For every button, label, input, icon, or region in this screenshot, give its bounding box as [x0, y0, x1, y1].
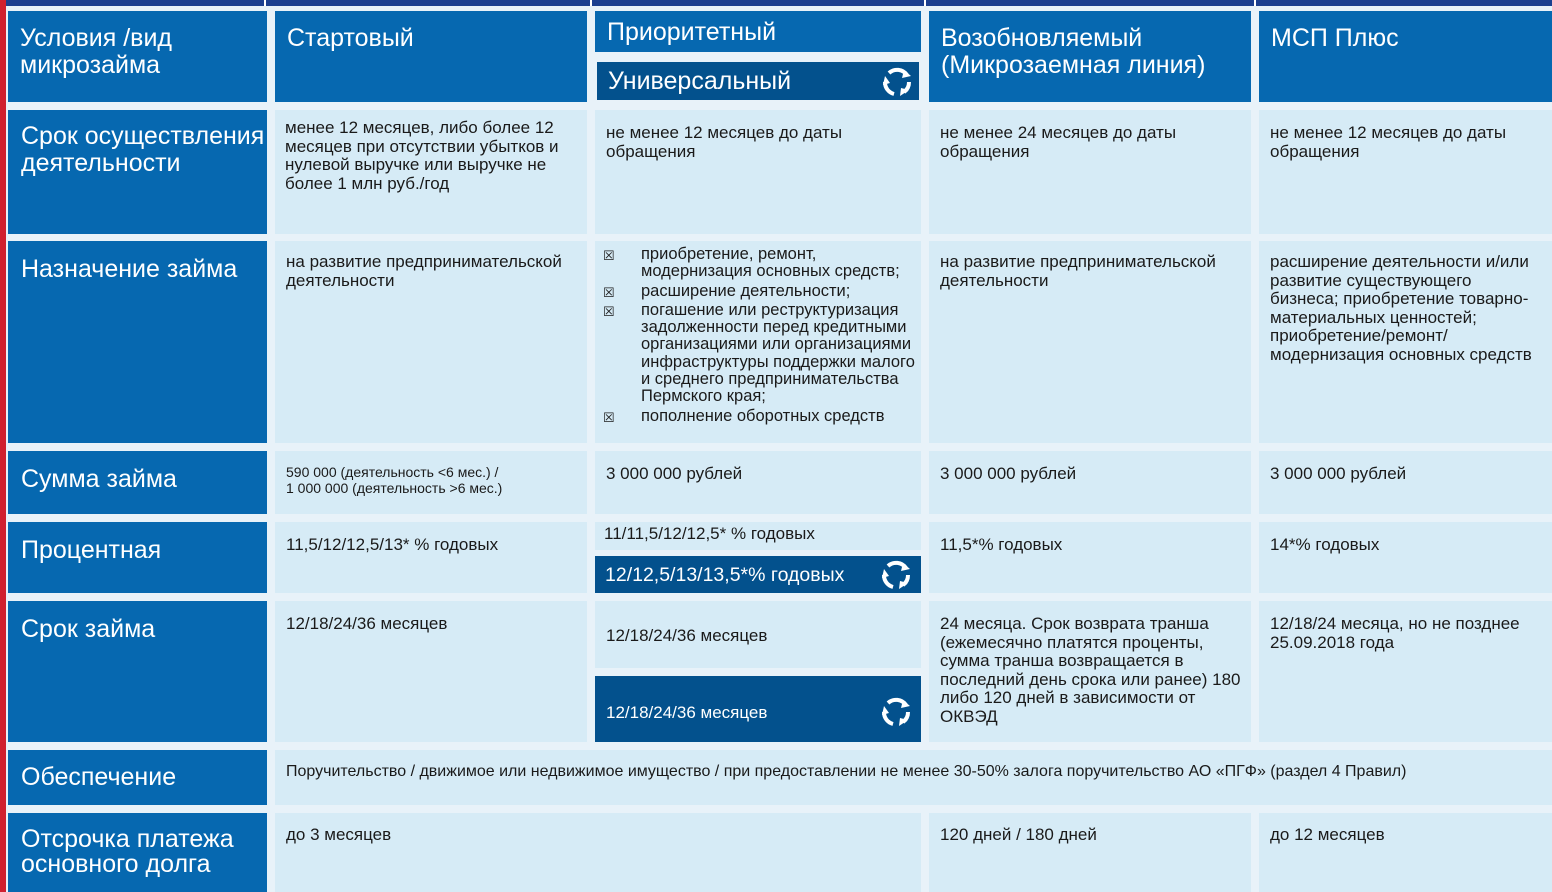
checkbox-x-icon: ☒: [603, 409, 615, 425]
top-border: [0, 0, 1552, 6]
header-msp-plus: МСП Плюс: [1259, 11, 1552, 102]
list-item: ☒ расширение деятельности;: [603, 281, 851, 300]
cell-vozobnovlyaemy-term-activity: не менее 24 месяцев до даты обращения: [929, 110, 1251, 234]
universalny-loan-term-label: 12/18/24/36 месяцев: [606, 703, 768, 722]
cell-startovy-loan-term: 12/18/24/36 месяцев: [275, 601, 587, 742]
cell-startovy-prioritetny-deferral: до 3 месяцев: [275, 813, 921, 892]
row-label-term-activity: Срок осуществления деятельности: [8, 110, 267, 234]
amount-line-2: 1 000 000 (деятельность >6 мес.): [286, 480, 503, 496]
cell-startovy-purpose: на развитие предпринимательской деятельности: [275, 241, 587, 443]
cell-startovy-amount: [275, 451, 587, 514]
checkbox-x-icon: ☒: [603, 303, 615, 319]
row-label-loan-term: Срок займа: [8, 601, 267, 742]
header-universalny: [595, 60, 921, 102]
list-item: ☒ приобретение, ремонт, модернизация основных средств;: [603, 245, 900, 281]
header-prioritetny: Приоритетный: [595, 11, 921, 52]
cell-universalny-rate: [595, 556, 921, 593]
cell-vozobnovlyaemy-amount: 3 000 000 рублей: [929, 451, 1251, 514]
cell-prioritetny-loan-term: 12/18/24/36 месяцев: [595, 601, 921, 668]
header-universalny-label: Универсальный: [608, 67, 792, 95]
cell-msp-term-activity: не менее 12 месяцев до даты обращения: [1259, 110, 1552, 234]
row-label-amount: Сумма займа: [8, 451, 267, 514]
header-conditions: Условия /вид микрозайма: [8, 11, 267, 102]
cell-msp-amount: 3 000 000 рублей: [1259, 451, 1552, 514]
cell-msp-loan-term: 12/18/24 месяца, но не позднее 25.09.2018 года: [1259, 601, 1552, 742]
cell-startovy-term-activity: менее 12 месяцев, либо более 12 месяцев при отсутствии убытков и нулевой выручке или выручке не более 1 млн руб./год: [275, 110, 587, 234]
cell-startovy-rate: 11,5/12/12,5/13* % годовых: [275, 522, 587, 593]
row-label-purpose: Назначение займа: [8, 241, 267, 443]
cycle-arrows-icon: [880, 65, 914, 99]
cell-vozobnovlyaemy-rate: 11,5*% годовых: [929, 522, 1251, 593]
list-item: ☒ пополнение оборотных средств: [603, 406, 885, 425]
row-label-deferral: Отсрочка платежа основного долга: [8, 813, 267, 892]
left-accent-bar: [0, 0, 6, 892]
cell-vozobnovlyaemy-loan-term: 24 месяца. Срок возврата транша (ежемесячно платятся проценты, сумма транша возвращается в последний день срока или ранее) 180 либо 120 дней в зависимости от ОКВЭД: [929, 601, 1251, 742]
amount-line-1: 590 000 (деятельность <6 мес.) /: [286, 464, 499, 480]
cycle-arrows-icon: [879, 558, 913, 592]
purpose-checklist: [603, 246, 919, 425]
header-vozobnovlyaemy: Возобновляемый (Микрозаемная линия): [929, 11, 1251, 102]
cell-vozobnovlyaemy-deferral: 120 дней / 180 дней: [929, 813, 1251, 892]
cell-prioritetny-term-activity: не менее 12 месяцев до даты обращения: [595, 110, 921, 234]
cell-msp-rate: 14*% годовых: [1259, 522, 1552, 593]
cell-msp-purpose: расширение деятельности и/или развитие существующего бизнеса; приобретение товарно-материальных ценностей; приобретение/ремонт/модернизация основных средств: [1259, 241, 1552, 443]
cell-prioritetny-rate: 11/11,5/12/12,5* % годовых: [595, 522, 921, 550]
cell-msp-deferral: до 12 месяцев: [1259, 813, 1552, 892]
header-startovy: Стартовый: [275, 11, 587, 102]
cell-prioritetny-purpose: [595, 241, 921, 443]
cell-collateral-all: Поручительство / движимое или недвижимое имущество / при предоставлении не менее 30-50% залога поручительство АО «ПГФ» (раздел 4 Правил): [275, 750, 1552, 805]
cell-prioritetny-amount: 3 000 000 рублей: [595, 451, 921, 514]
cell-vozobnovlyaemy-purpose: на развитие предпринимательской деятельности: [929, 241, 1251, 443]
cell-universalny-loan-term: [595, 676, 921, 742]
checkbox-x-icon: ☒: [603, 248, 615, 263]
row-label-rate: Процентная: [8, 522, 267, 593]
universalny-rate-label: 12/12,5/13/13,5*% годовых: [605, 564, 845, 586]
checkbox-x-icon: ☒: [603, 284, 615, 300]
cycle-arrows-icon: [879, 695, 913, 729]
list-item: ☒ погашение или реструктуризация задолженности перед кредитными организациями или организациями инфраструктуры поддержки малого и среднего предпринимательства Пермского края;: [603, 300, 915, 406]
row-label-collateral: Обеспечение: [8, 750, 267, 805]
